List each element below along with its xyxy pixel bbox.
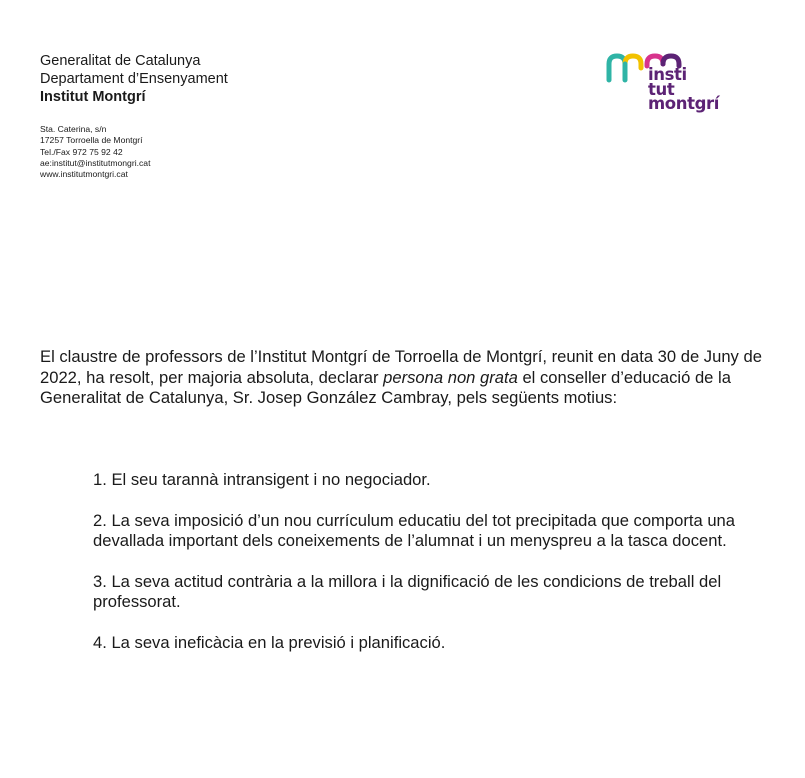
statement-emphasis: persona non grata: [383, 367, 518, 387]
logo-word-2: tut: [648, 79, 675, 99]
list-item: 1. El seu tarannà intransigent i no negociador.: [93, 470, 431, 489]
department-name: Departament d’Ensenyament: [40, 71, 228, 87]
list-item: 2. La seva imposició d’un nou currículum educatiu del tot precipitada que comporta una devallada important dels coneixements de l’alumnat i un menyspreu a la tasca docent.: [93, 510, 736, 550]
statement-text-1: El claustre de professors de l’Institut Montgrí de Torroella de Montgrí, reunit en data 30 de Juny de 2022, ha resolt, per majoria absoluta, declarar: [40, 347, 762, 387]
logo-word-3: montgrí: [648, 94, 719, 113]
logo-wordmark: [648, 65, 719, 113]
address-web: www.institutmontgri.cat: [40, 169, 128, 180]
government-name: Generalitat de Catalunya: [40, 53, 201, 69]
address-phone: Tel./Fax 972 75 92 42: [40, 146, 123, 157]
logo-word-1: insti: [648, 65, 687, 84]
school-name: Institut Montgrí: [40, 89, 146, 105]
statement-paragraph: [40, 347, 775, 409]
school-address: [40, 124, 340, 180]
address-street: Sta. Caterina, s/n: [40, 124, 107, 134]
address-email: ae:institut@institutmongri.cat: [40, 157, 151, 168]
institut-montgri-logo: [604, 52, 719, 122]
address-city: 17257 Torroella de Montgrí: [40, 135, 143, 146]
statement-text-2: el conseller d’educació de la Generalitat de Catalunya, Sr. Josep González Cambray, pels següents motius:: [40, 367, 731, 407]
letterhead: [40, 52, 400, 106]
reasons-list: [93, 470, 753, 673]
list-item: 3. La seva actitud contrària a la millora i la dignificació de les condicions de treball del professorat.: [93, 571, 722, 611]
list-item: 4. La seva ineficàcia en la previsió i planificació.: [93, 632, 446, 652]
